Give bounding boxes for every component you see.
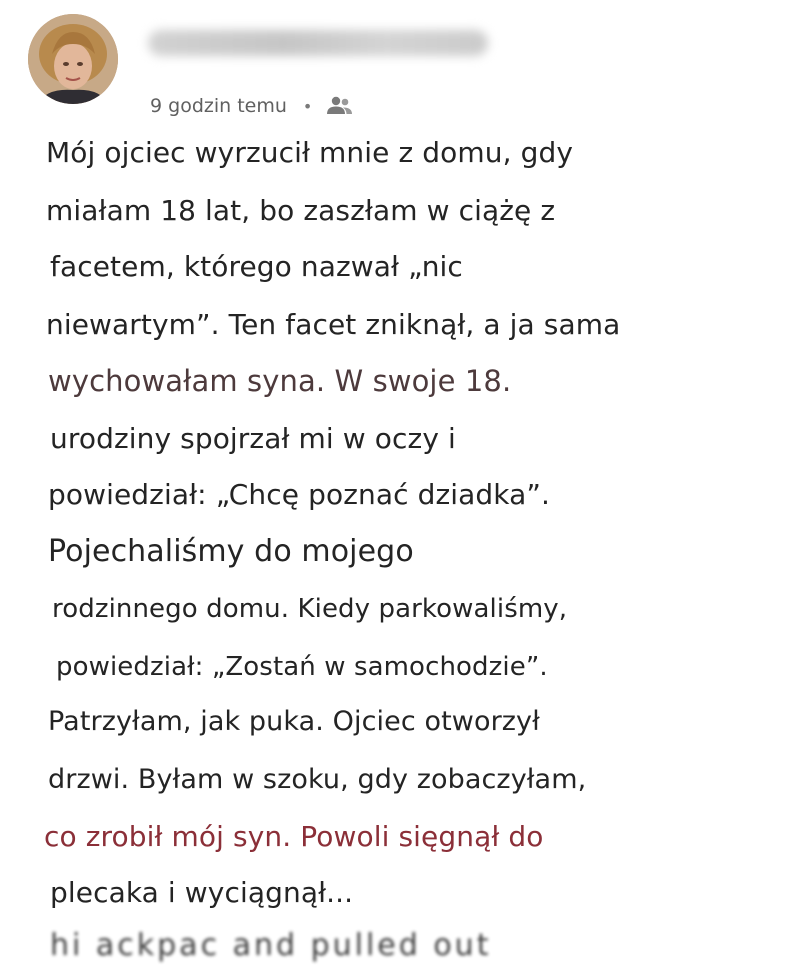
comment-text-line: facetem, którego nazwał „nic [50,250,463,283]
comment-text-line-highlight: co zrobił mój syn. Powoli sięgnął do [44,820,544,853]
avatar[interactable] [28,14,118,104]
author-name-blurred[interactable] [148,30,488,56]
comment-text-line: powiedział: „Chcę poznać dziadka”. [48,478,550,511]
comment-text-line: Pojechaliśmy do mojego [48,534,414,569]
comment-text-line: drzwi. Byłam w szoku, gdy zobaczyłam, [48,764,587,795]
cutoff-text: hi ackpac and pulled out [50,928,492,963]
comment-text-line: rodzinnego domu. Kiedy parkowaliśmy, [52,594,568,624]
comment-text-line: miałam 18 lat, bo zaszłam w ciążę z [46,194,556,227]
comment-meta [150,95,354,117]
comment-text-line: powiedział: „Zostań w samochodzie”. [56,652,548,682]
comment-text-line: wychowałam syna. W swoje 18. [48,364,512,398]
comment-text-line: urodziny spojrzał mi w oczy i [50,422,456,455]
timestamp: 9 godzin temu [150,95,287,117]
comment-text-line: plecaka i wyciągnął... [50,876,354,909]
group-icon [324,95,354,117]
comment-text-line: Mój ojciec wyrzucił mnie z domu, gdy [46,136,574,169]
comment-text-line: Patrzyłam, jak puka. Ojciec otworzył [48,706,540,737]
comment-text-line: niewartym”. Ten facet zniknął, a ja sama [46,308,621,341]
meta-separator: • [302,96,313,116]
